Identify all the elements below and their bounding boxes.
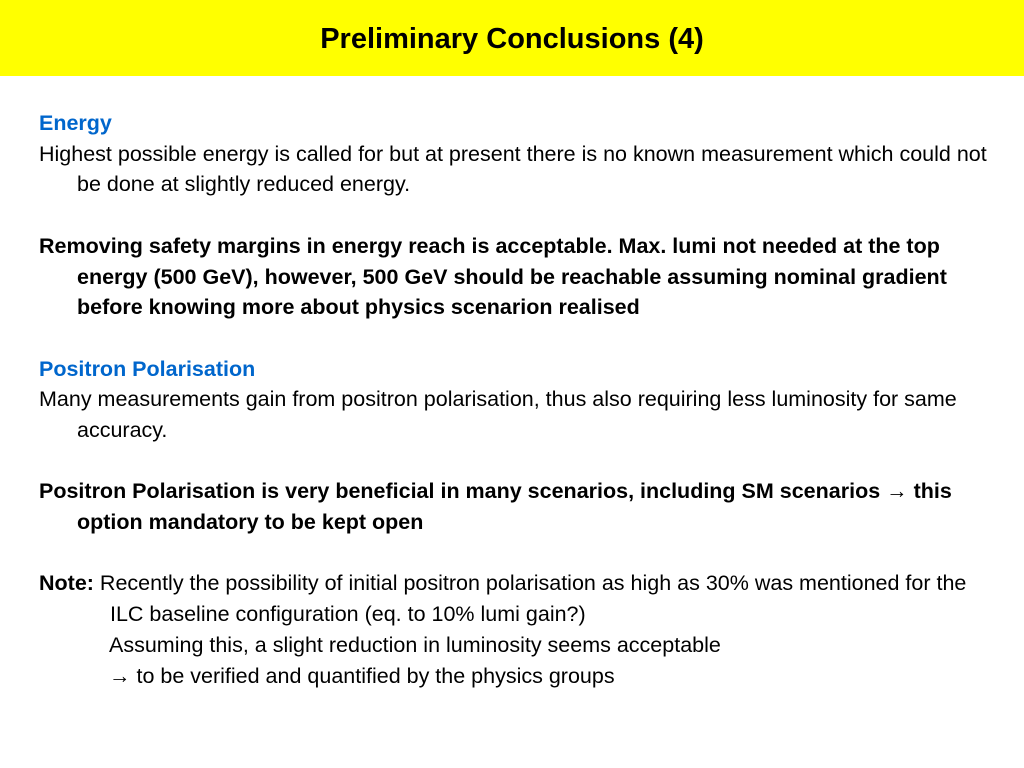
energy-heading: Energy	[39, 111, 112, 135]
positron-heading: Positron Polarisation	[39, 356, 256, 381]
positron-conclusion-part2: this option mandatory to be kept open	[77, 479, 952, 535]
energy-body: Highest possible energy is called for but at present there is no known measurement which could not be done at slightly reduced energy.	[39, 141, 987, 197]
note-line-2: Assuming this, a slight reduction in luminosity seems acceptable	[109, 632, 721, 657]
positron-conclusion	[39, 476, 999, 537]
arrow-right-icon: →	[109, 663, 131, 688]
note-line-3-text: to be verified and quantified by the physics groups	[136, 663, 615, 688]
spacer	[39, 323, 999, 354]
energy-conclusion: Removing safety margins in energy reach is acceptable. Max. lumi not needed at the top energy (500 GeV), however, 500 GeV should be reachable assuming nominal gradient before knowing more about physics scenarion realised	[39, 233, 947, 320]
note-text: Recently the possibility of initial positron polarisation as high as 30% was mentioned for the ILC baseline configuration (eq. to 10% lumi gain?)	[99, 571, 967, 627]
slide-content	[39, 108, 999, 691]
arrow-right-icon: →	[886, 479, 908, 504]
note-line-3	[39, 661, 999, 692]
spacer	[39, 200, 999, 231]
note-label: Note:	[39, 571, 94, 596]
slide-title: Preliminary Conclusions (4)	[320, 22, 704, 55]
note-paragraph	[39, 568, 999, 629]
spacer	[39, 446, 999, 477]
positron-body: Many measurements gain from positron polarisation, thus also requiring less luminosity for same accuracy.	[39, 387, 957, 442]
positron-conclusion-part1: Positron Polarisation is very beneficial in many scenarios, including SM scenarios	[39, 479, 881, 504]
spacer	[39, 538, 999, 569]
title-bar	[0, 0, 1024, 76]
